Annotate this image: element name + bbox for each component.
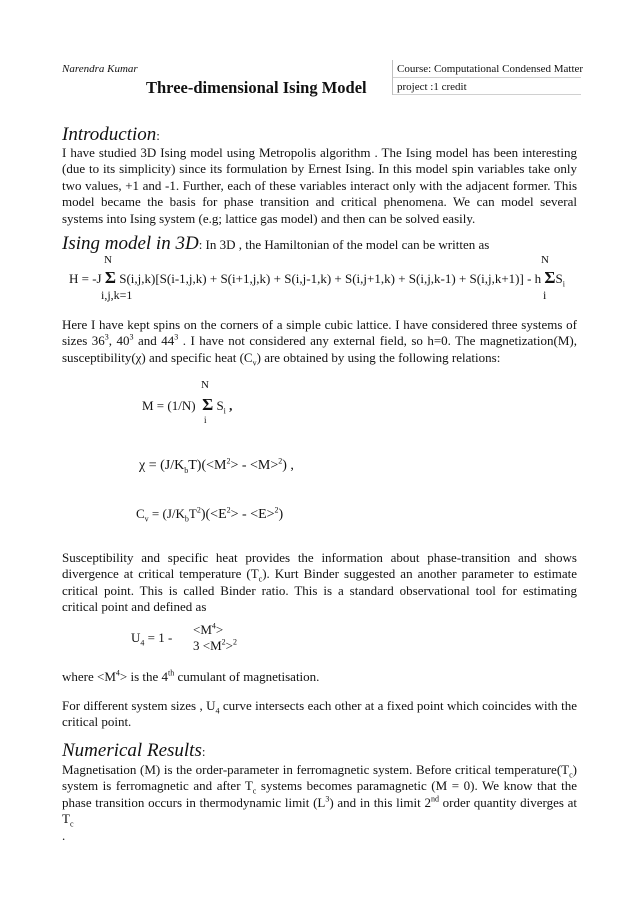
divider [393, 77, 581, 78]
section-heading-numerical-results: Numerical Results: [62, 740, 206, 761]
course-info-box [392, 60, 584, 95]
binder-denominator: $3 <M^2>^2$ [193, 637, 237, 653]
numerical-results-paragraph: Magnetisation (M) is the order-parameter in ferromagnetic system. Before critical $temperature(T_c)$ system is ferromagnetic and after $T_c$ systems becomes paramagnetic (M = 0). We know that the phase transition occurs in thermodynamic limit $(L^3)$ and in this limit 2nd order quantity diverges at $T_c$ . [62, 762, 577, 843]
divider [393, 94, 581, 95]
field-sum-upper-limit: N [541, 254, 549, 266]
specific-heat-equation: $C_v = (J/K_bT^2)(<E^2> - <E>^2)$ [136, 505, 284, 524]
magnetization-upper-limit: N [201, 379, 209, 391]
crossing-paragraph: For different system sizes , $U_4$ curve intersects each other at a fixed point which coincides with the critical point. [62, 698, 577, 730]
sum-upper-limit: N [104, 254, 112, 266]
binder-numerator: $<M^4>$ [193, 621, 224, 637]
section-heading-ising-3d: Ising model in 3D: In 3D , the Hamiltonian of the model can be written as [62, 233, 490, 254]
section-heading-introduction: Introduction: [62, 124, 160, 145]
course-label: Course: Computational Condensed Matter [397, 63, 584, 75]
binder-equation-lhs: $U_4 = 1$ - [131, 630, 173, 648]
magnetization-equation: M = (1/N) Σ $S_i$ , [142, 395, 233, 416]
document-title: Three-dimensional Ising Model [146, 78, 367, 97]
susceptibility-equation: $\chi = (J/K_bT)(<M^2> - <M>^2)$ , [139, 456, 294, 475]
lattice-paragraph: Here I have kept spins on the corners of a simple cubic lattice. I have considered three systems of sizes $36^3$, $40^3$ and $44^3$ . I have not considered any external field, so h=0. The magnetization(M), susceptibility(χ) and specific heat $(C_v)$ are obtained by using the following relations: [62, 317, 577, 368]
author-name: Narendra Kumar [62, 63, 138, 75]
introduction-paragraph: I have studied 3D Ising model using Metropolis algorithm . The Ising model has been interesting (due to its simplicity) since its formulation by Ernest Ising. In this model spin variables take only two values, +1 and -1. Further, each of these variables interact only with the adjacent former. This model became the basis for phase transition and critical phenomena. We can model several systems into Ising system (e.g; lattice gas model) and then can be solved easily. [62, 145, 577, 226]
hamiltonian-equation: H = -J Σ S(i,j,k)[S(i-1,j,k) + S(i+1,j,k) + S(i,j-1,k) + S(i,j+1,k) + S(i,j,k-1) + S(i,j,k+1)] - h $\Sigma S_i$ [69, 268, 565, 289]
binder-paragraph: Susceptibility and specific heat provides the information about phase-transition and shows divergence at critical temperature $(T_c)$. Kurt Binder suggested an another parameter to estimate critical point. This is called Binder ratio. This is a standard observational tool for estimating critical point and defined as [62, 550, 577, 615]
sum-lower-limit: i,j,k=1 [101, 288, 133, 302]
magnetization-lower-limit: i [204, 415, 207, 425]
project-label: project :1 credit [397, 81, 467, 93]
field-sum-lower-limit: i [543, 288, 547, 302]
cumulant-sentence: where $<M^4>$ is the 4th cumulant of magnetisation. [62, 668, 320, 684]
